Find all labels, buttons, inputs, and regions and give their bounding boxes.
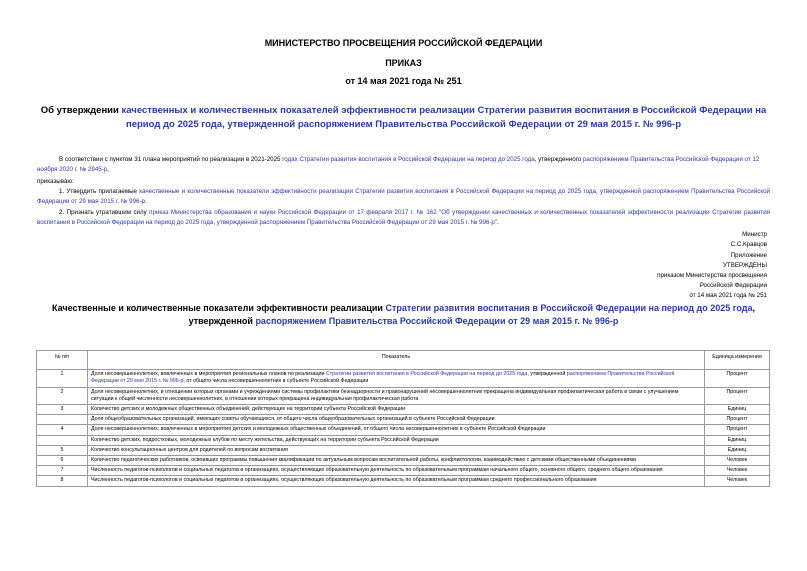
row-number: 8 bbox=[37, 476, 88, 486]
table-row bbox=[37, 445, 770, 455]
row-number: 3 bbox=[37, 405, 88, 415]
intro-text-2: , утвержденного bbox=[534, 156, 583, 163]
orders-word: приказываю: bbox=[37, 178, 74, 185]
intro-paragraph bbox=[37, 155, 770, 175]
item2-text: 2. Признать утратившим силу bbox=[59, 209, 150, 216]
row-number: 4 bbox=[37, 425, 88, 435]
indicator-text: Доля общеобразовательных организаций, имеющих советы обучающихся, от общего числа общеобразовательных организаций в субъекте Российской Федерации bbox=[91, 416, 495, 423]
row-unit: Процент bbox=[705, 425, 770, 435]
indicator-text: Доля несовершеннолетних, вовлеченных в мероприятия региональных планов по реализации bbox=[91, 371, 326, 378]
row-number bbox=[37, 435, 88, 445]
approval-block bbox=[507, 251, 767, 301]
intro-text-1: В соответствии с пунктом 31 плана мероприятий по реализации в 2021-2025 bbox=[59, 156, 283, 163]
table-row bbox=[37, 476, 770, 486]
item2-end: . bbox=[497, 219, 499, 226]
row-indicator bbox=[88, 405, 705, 415]
row-unit: Единиц bbox=[705, 405, 770, 415]
table-row bbox=[37, 415, 770, 425]
indicator-link[interactable]: распоряжением Правительства Российской Федерации от 29 мая 2015 г. № 996-р bbox=[91, 371, 675, 385]
annex-strategy-link[interactable]: Стратегии развития воспитания в Российской Федерации на период до 2025 года bbox=[385, 303, 753, 313]
indicator-text: , утвержденной bbox=[527, 371, 567, 378]
header-unit: Единица измерения bbox=[705, 351, 770, 370]
row-number: 2 bbox=[37, 387, 88, 404]
row-unit: Единиц bbox=[705, 435, 770, 445]
ministry-name: МИНИСТЕРСТВО ПРОСВЕЩЕНИЯ РОССИЙСКОЙ ФЕДЕРАЦИИ bbox=[264, 38, 543, 48]
row-indicator bbox=[88, 435, 705, 445]
row-unit: Человек bbox=[705, 466, 770, 476]
row-number: 6 bbox=[37, 456, 88, 466]
indicator-text: Доля несовершеннолетних, вовлеченных в мероприятия детских и молодежных общественных объединений, от общего числа несовершеннолетних в субъекте Российской Федерации bbox=[91, 426, 546, 433]
row-unit: Единиц bbox=[705, 445, 770, 455]
signer-position: Министр bbox=[742, 231, 767, 238]
approved-country: Российской Федерации bbox=[699, 282, 767, 289]
indicators-link[interactable]: качественные и количественные показатели эффективности реализации Стратегии развития воспитания в Российской Федерации на период до 2025 года, утвержденной распоряжением Правительства Российской Федерации от 29 мая 2015 г. № 996-р bbox=[37, 188, 770, 205]
signer-name: С.С.Кравцов bbox=[730, 241, 767, 248]
row-unit: Человек bbox=[705, 476, 770, 486]
indicator-text: Количество педагогических работников, освоивших программы повышения квалификации по актуальным вопросам воспитательной работы, конфликтологии, взаимодействию с детскими общественными объединениями bbox=[91, 457, 637, 464]
approved-date: от 14 мая 2021 года № 251 bbox=[689, 292, 767, 299]
intro-text-3: , bbox=[107, 166, 109, 173]
table-row bbox=[37, 370, 770, 387]
annex-title-text-1: Качественные и количественные показатели эффективности реализации bbox=[51, 303, 386, 313]
strategy-plan-link[interactable]: годах Стратегии развития воспитания в Российской Федерации на период до 2025 года bbox=[282, 156, 535, 163]
signature-block bbox=[507, 230, 767, 250]
table-row bbox=[37, 425, 770, 435]
title-link[interactable]: качественных и количественных показателей эффективности реализации Стратегии развития воспитания в Российской Федерации на период до 2025 года, утвержденной распоряжением Правительства Российской Федерации от 29 мая 2015 г. № 996-р bbox=[121, 105, 767, 130]
row-indicator bbox=[88, 387, 705, 404]
row-number: 5 bbox=[37, 445, 88, 455]
title-prefix: Об утверждении bbox=[40, 105, 122, 116]
row-indicator bbox=[88, 476, 705, 486]
document-title bbox=[40, 104, 767, 132]
row-indicator bbox=[88, 445, 705, 455]
indicator-text: Численность педагогов-психологов и социальных педагогов в организациях, осуществляющих образовательную деятельность по образовательным программам начального общего, основного общего, среднего общего образования bbox=[91, 467, 663, 474]
indicator-link[interactable]: Стратегии развития воспитания в Российской Федерации на период до 2025 года bbox=[325, 371, 528, 378]
row-number: 7 bbox=[37, 466, 88, 476]
annex-title bbox=[30, 302, 777, 328]
indicator-text: , от общего числа несовершеннолетних в субъекте Российской Федерации bbox=[183, 378, 369, 385]
row-unit: Процент bbox=[705, 387, 770, 404]
document-date: от 14 мая 2021 года № 251 bbox=[345, 76, 462, 86]
annex-order-link[interactable]: распоряжением Правительства Российской Федерации от 29 мая 2015 г. № 996-р bbox=[255, 316, 619, 326]
table-row bbox=[37, 435, 770, 445]
row-indicator bbox=[88, 415, 705, 425]
table-header-row bbox=[37, 351, 770, 370]
table-row bbox=[37, 405, 770, 415]
indicator-text: Численность педагогов-психологов и социальных педагогов в организациях, осуществляющих образовательную деятельность по образовательным программам среднего профессионального образования bbox=[91, 477, 597, 484]
repealed-order-link[interactable]: приказ Министерства образования и науки Российской Федерации от 17 февраля 2017 г. № 162 "Об утверждении качественных и количественных показателей эффективности реализации Стратегии развития воспитания в Российской Федерации на период до 2025 года, утвержденной распоряжением Правительства Российской Федерации от 29 мая 2015 г. № 996-р" bbox=[37, 209, 771, 226]
row-unit: Процент bbox=[705, 415, 770, 425]
approved-label: УТВЕРЖДЕНЫ bbox=[723, 262, 767, 269]
indicators-table bbox=[36, 350, 770, 487]
row-indicator bbox=[88, 370, 705, 387]
row-number bbox=[37, 415, 88, 425]
header-indicator: Показатель bbox=[88, 351, 705, 370]
header-num: № п/п bbox=[37, 351, 88, 370]
table-row bbox=[37, 387, 770, 404]
indicator-text: Доля несовершеннолетних, в отношении которых органами и учреждениями системы профилактики безнадзорности и правонарушений несовершеннолетних прекращена индивидуальная профилактическая работа в связи с улучшением ситуации к общей численности несовершеннолетних, в отношении которых прекращена индивидуальная профилактическая работа bbox=[91, 388, 679, 402]
row-indicator bbox=[88, 456, 705, 466]
indicator-text: Количество детских и молодежных общественных объединений, действующих на территории субъекта Российской Федерации bbox=[91, 406, 406, 413]
appendix-label: Приложение bbox=[730, 252, 767, 259]
table-body bbox=[37, 370, 770, 486]
item1-text: 1. Утвердить прилагаемые bbox=[59, 188, 140, 195]
row-indicator bbox=[88, 466, 705, 476]
order-item-2 bbox=[37, 208, 770, 228]
order-item-1 bbox=[37, 187, 770, 207]
row-unit: Человек bbox=[705, 456, 770, 466]
row-indicator bbox=[88, 425, 705, 435]
government-order-link[interactable]: распоряжением Правительства Российской Федерации от 12 ноября 2020 г. № 2945-р bbox=[37, 156, 760, 173]
row-unit: Процент bbox=[705, 370, 770, 387]
table-row bbox=[37, 456, 770, 466]
indicator-text: Количество детских, подростковых, молодежных клубов по месту жительства, действующих на территории субъекта Российской Федерации bbox=[91, 436, 439, 443]
document-type: ПРИКАЗ bbox=[385, 58, 422, 68]
row-number: 1 bbox=[37, 370, 88, 387]
table-row bbox=[37, 466, 770, 476]
approved-by: приказом Министерства просвещения bbox=[657, 272, 767, 279]
item1-end: . bbox=[144, 198, 147, 205]
annex-title-text-2: , утвержденной bbox=[188, 303, 756, 326]
indicator-text: Количество консультационных центров для родителей по вопросам воспитания bbox=[91, 446, 288, 453]
